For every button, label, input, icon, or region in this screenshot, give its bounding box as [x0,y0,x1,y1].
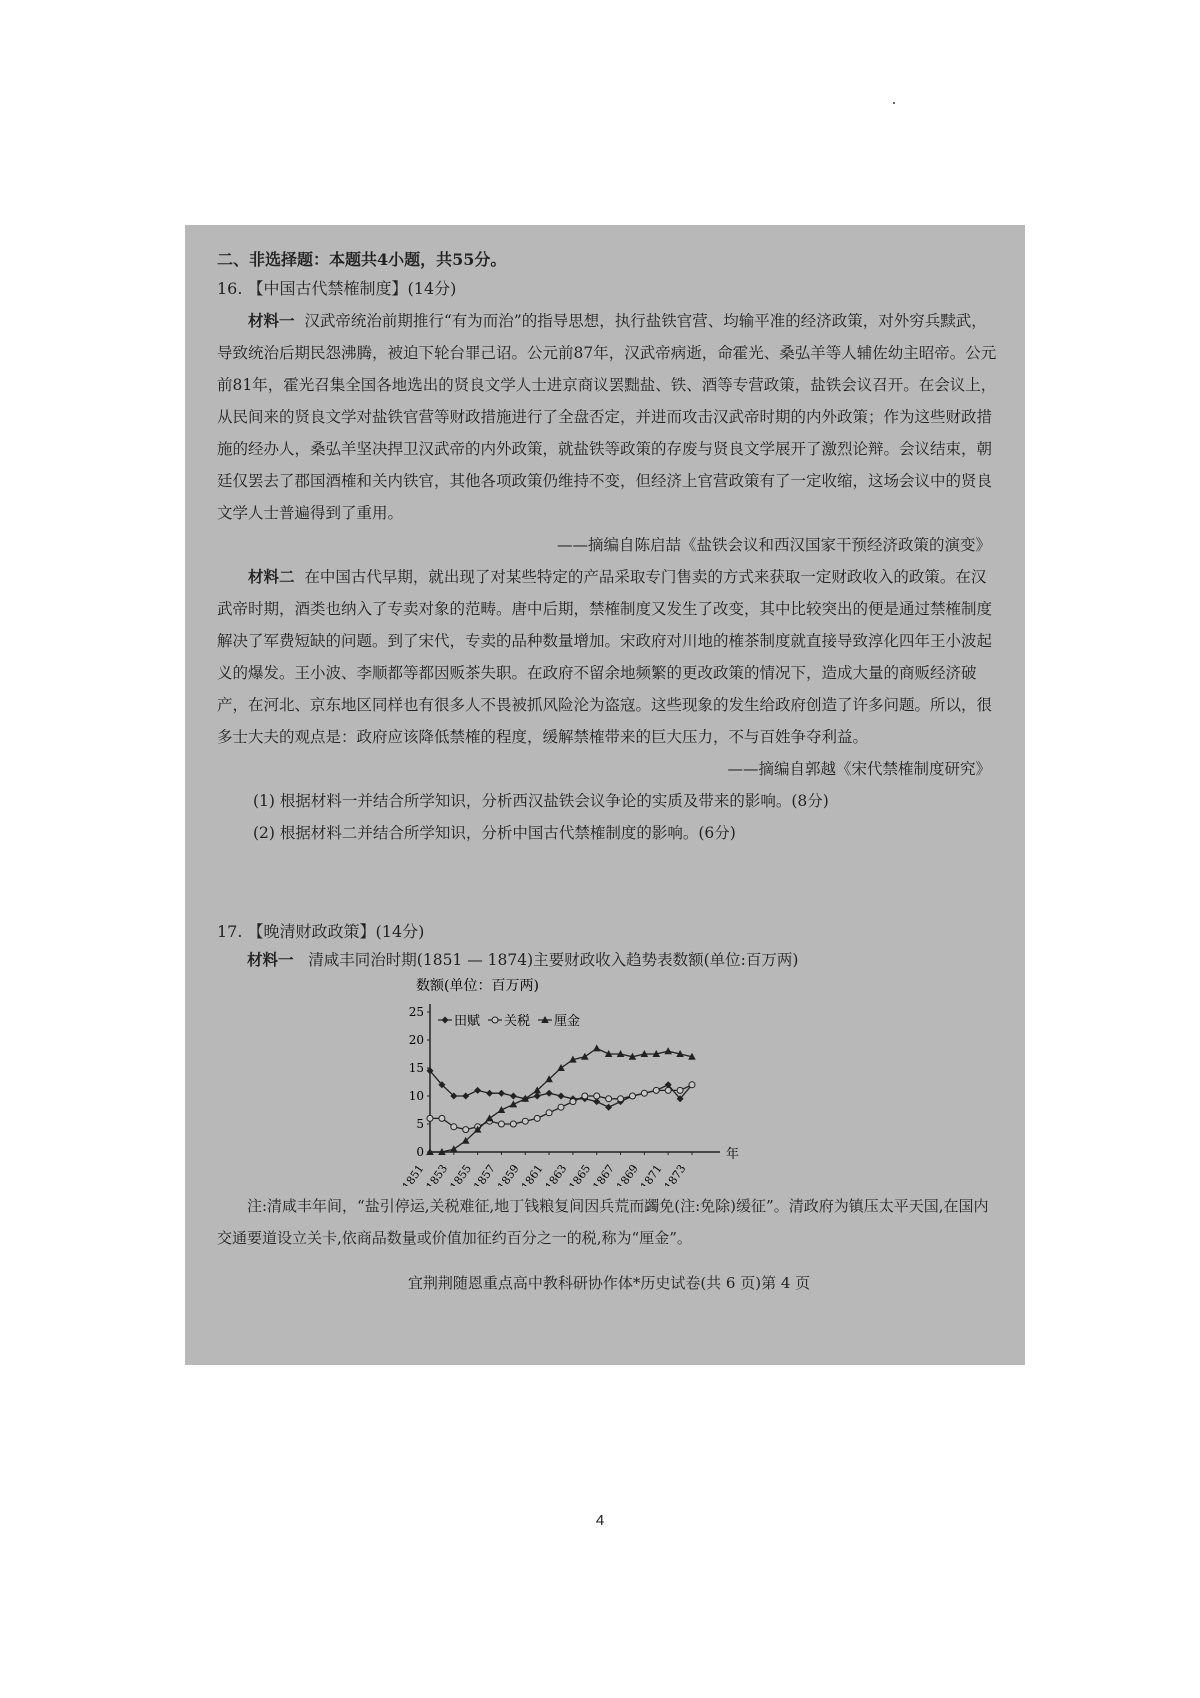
q16-question-2: (2) 根据材料二并结合所学知识，分析中国古代禁榷制度的影响。(6分) [253,824,736,842]
x-tick-label: 1861 [518,1162,546,1186]
legend-marker [492,1017,498,1023]
q17-material-1-text: 清咸丰同治时期(1851 — 1874)主要财政收入趋势表数额(单位:百万两) [308,951,799,969]
legend-label: 田赋 [454,1014,481,1029]
data-point-关税 [546,1110,552,1116]
q16-material-1-source: ——摘编自陈启喆《盐铁会议和西汉国家干预经济政策的演变》 [556,536,991,554]
data-point-关税 [653,1087,659,1093]
x-tick-label: 1857 [471,1162,498,1186]
y-tick-label: 15 [408,1061,424,1075]
data-point-厘金 [486,1114,494,1121]
data-point-田赋 [474,1087,481,1094]
data-point-关税 [558,1104,564,1110]
data-point-关税 [510,1121,516,1127]
page-number: 4 [595,1512,605,1529]
q17-material-1 [247,948,1001,970]
data-point-关税 [582,1093,588,1099]
scanned-exam-page [185,225,1025,1365]
data-point-厘金 [581,1053,589,1060]
data-point-关税 [606,1096,612,1102]
x-tick-label: 1873 [661,1162,689,1186]
q17-material-1-lead: 材料一 [247,950,294,969]
question-16-title: 16. 【中国古代禁榷制度】(14分) [217,279,457,298]
x-tick-label: 1865 [566,1162,594,1186]
x-tick-label: 1851 [399,1162,427,1186]
q16-material-2-lead: 材料二 [248,567,295,586]
q16-material-2-text: 在中国古代早期，就出现了对某些特定的产品采取专门售卖的方式来获取一定财政收入的政策。在汉武帝时期，酒类也纳入了专卖对象的范畴。唐中后期，禁榷制度又发生了改变，其中比较突出的便是通过禁榷制度解决了军费短缺的问题。到了宋代，专卖的品种数量增加。宋政府对川地的榷茶制度就直接导致淳化四年王小波起义的爆发。王小波、李顺都等都因贩茶失职。在政府不留余地频繁的更改政策的情况下，造成大量的商贩经济破产，在河北、京东地区同样也有很多人不畏被抓风险沦为盗寇。这些现象的发生给政府创造了许多问题。所以，很多士大夫的观点是：政府应该降低禁榷的程度，缓解禁榷带来的巨大压力，不与百姓争夺利益。 [217,568,993,746]
data-point-关税 [522,1118,528,1124]
q16-material-1-lead: 材料一 [248,311,295,330]
data-point-厘金 [498,1106,506,1113]
data-point-关税 [451,1124,457,1130]
x-tick-label: 1869 [614,1162,641,1186]
x-tick-label: 1855 [447,1162,475,1186]
chart-y-axis-label: 数额(单位：百万两) [416,978,539,994]
data-point-关税 [677,1087,683,1093]
x-tick-label: 1853 [423,1162,451,1186]
x-tick-label: 1859 [495,1162,522,1186]
y-tick-label: 5 [416,1117,424,1131]
legend-marker [442,1017,449,1024]
section-title: 二、非选择题：本题共4小题，共55分。 [217,250,507,269]
x-axis-label: 年 [726,1147,740,1162]
data-point-厘金 [450,1145,458,1152]
q16-material-2 [217,561,1001,753]
legend-label: 厘金 [554,1014,581,1029]
series-line-田赋 [430,1071,692,1107]
data-point-关税 [439,1115,445,1121]
revenue-line-chart [392,976,752,1186]
data-point-田赋 [486,1090,493,1097]
x-tick-label: 1871 [637,1162,665,1186]
data-point-田赋 [546,1090,553,1097]
series-line-厘金 [430,1048,692,1152]
data-point-关税 [498,1121,504,1127]
x-tick-label: 1867 [590,1162,618,1186]
data-point-厘金 [593,1044,601,1051]
data-point-田赋 [605,1104,612,1111]
q16-material-2-source: ——摘编自郭越《宋代禁榷制度研究》 [727,760,991,778]
data-point-关税 [641,1090,647,1096]
exam-footer: 宜荆荆随恩重点高中教科研协作体*历史试卷(共 6 页)第 4 页 [407,1274,811,1292]
data-point-田赋 [510,1093,517,1100]
data-point-关税 [427,1115,433,1121]
data-point-关税 [629,1093,635,1099]
data-point-关税 [463,1127,469,1133]
q16-question-1: (1) 根据材料一并结合所学知识，分析西汉盐铁会议争论的实质及带来的影响。(8分) [253,792,829,810]
y-tick-label: 25 [408,1005,424,1019]
data-point-厘金 [557,1064,565,1071]
data-point-厘金 [664,1047,672,1054]
data-point-田赋 [534,1093,541,1100]
data-point-田赋 [558,1093,565,1100]
y-tick-label: 10 [408,1089,424,1103]
data-point-关税 [570,1099,576,1105]
question-17-title: 17. 【晚清财政政策】(14分) [217,922,425,941]
y-tick-label: 20 [408,1033,424,1047]
data-point-关税 [665,1087,671,1093]
data-point-关税 [618,1096,624,1102]
data-point-关税 [689,1082,695,1088]
data-point-厘金 [510,1100,518,1107]
scan-speck [893,102,895,104]
q16-material-1 [217,305,1001,529]
spacer [217,849,1001,915]
data-point-关税 [534,1115,540,1121]
data-point-关税 [594,1093,600,1099]
q16-material-1-text: 汉武帝统治前期推行“有为而治”的指导思想，执行盐铁官营、均输平准的经济政策，对外穷兵黩武，导致统治后期民怨沸腾，被迫下轮台罪己诏。公元前87年，汉武帝病逝，命霍光、桑弘羊等人辅佐幼主昭帝。公元前81年，霍光召集全国各地选出的贤良文学人士进京商议罢黜盐、铁、酒等专营政策，盐铁会议召开。在会议上，从民间来的贤良文学对盐铁官营等财政措施进行了全盘否定，并进而攻击汉武帝时期的内外政策；作为这些财政措施的经办人，桑弘羊坚决捍卫汉武帝的内外政策，就盐铁等政策的存废与贤良文学展开了激烈论辩。会议结束，朝廷仅罢去了郡国酒榷和关内铁官，其他各项政策仍维持不变，但经济上官营政策有了一定收缩，这场会议中的贤良文学人士普遍得到了重用。 [217,312,997,522]
revenue-chart [392,976,752,1186]
x-tick-label: 1863 [542,1162,570,1186]
q17-note: 注:清咸丰年间，“盐引停运,关税难征,地丁钱粮复间因兵荒而蠲免(注:免除)缓征”。清政府为镇压太平天国,在国内交通要道设立关卡,依商品数量或价值加征约百分之一的税,称为“厘金”。 [217,1197,989,1247]
y-tick-label: 0 [416,1145,424,1159]
data-point-田赋 [462,1093,469,1100]
data-point-田赋 [498,1090,505,1097]
legend-label: 关税 [504,1014,531,1029]
